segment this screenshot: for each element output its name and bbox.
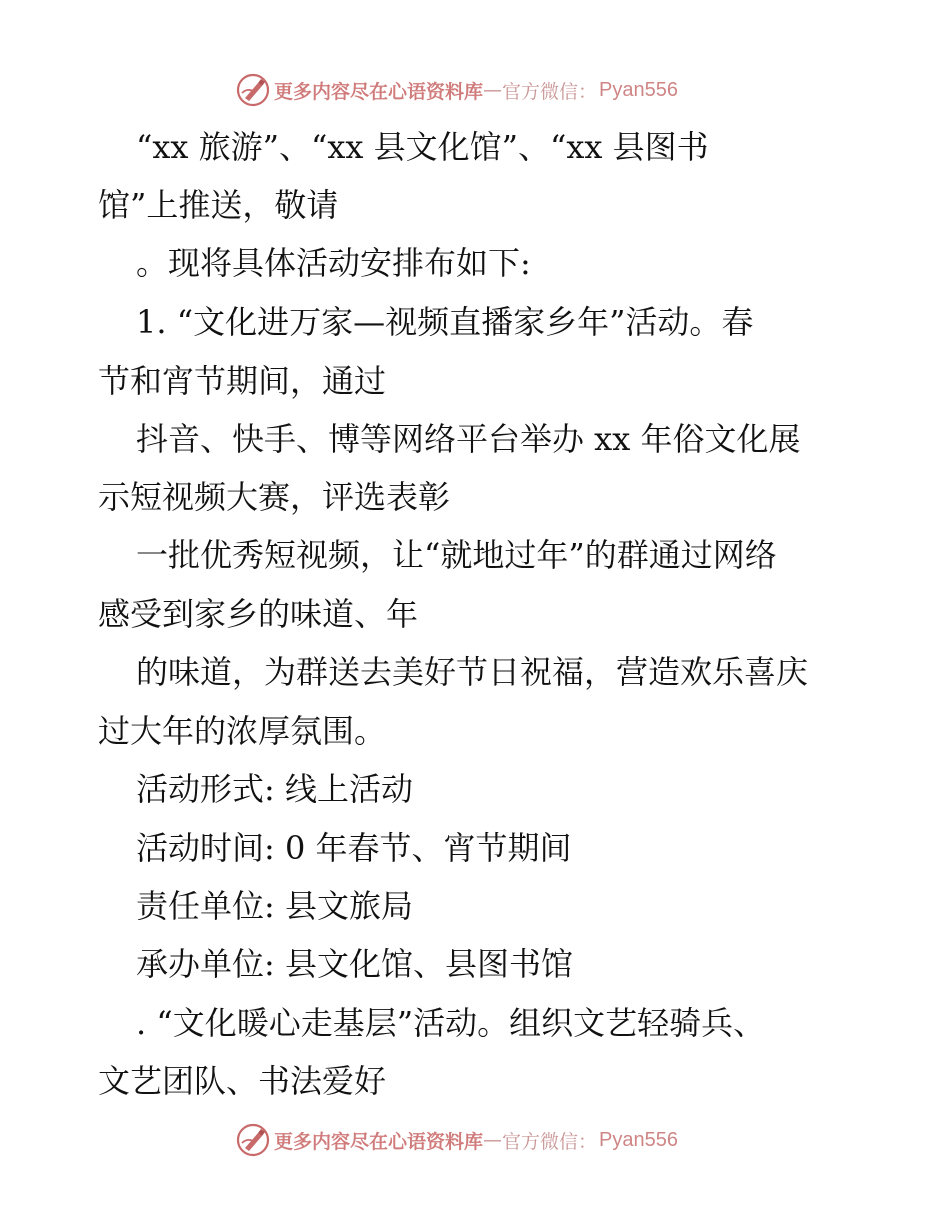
watermark-id: Pyan556 <box>599 1128 678 1151</box>
pen-seal-logo-icon <box>236 73 270 107</box>
body-line: 文艺团队、书法爱好 <box>98 1062 387 1100</box>
watermark-dash: — <box>483 79 503 101</box>
body-line: 过大年的浓厚氛围。 <box>98 712 387 750</box>
body-line: 责任单位: 县文旅局 <box>136 887 413 925</box>
body-line: . “文化暖心走基层”活动。组织文艺轻骑兵、 <box>136 1004 766 1042</box>
body-line: 承办单位: 县文化馆、县图书馆 <box>136 945 573 983</box>
watermark-id: Pyan556 <box>599 78 678 101</box>
watermark-label: 官方微信： <box>502 80 598 103</box>
watermark-text: 更多内容尽在心语资料库 <box>274 1130 484 1153</box>
body-line: 感受到家乡的味道、年 <box>98 595 419 633</box>
body-line: 节和宵节期间，通过 <box>98 362 387 400</box>
pen-seal-logo-icon <box>236 1123 270 1157</box>
body-line: “xx 旅游”、“xx 县文化馆”、“xx 县图书 <box>136 128 709 166</box>
body-line: 活动形式: 线上活动 <box>136 770 413 808</box>
body-line: 活动时间: 0 年春节、宵节期间 <box>136 829 572 867</box>
body-line: 。现将具体活动安排布如下: <box>136 244 531 282</box>
body-line: 的味道，为群送去美好节日祝福，营造欢乐喜庆 <box>136 653 809 691</box>
footer-watermark <box>236 1120 678 1160</box>
body-line: 一批优秀短视频，让“就地过年”的群通过网络 <box>136 536 777 574</box>
watermark-text: 更多内容尽在心语资料库 <box>274 80 484 103</box>
body-line: 1. “文化进万家—视频直播家乡年”活动。春 <box>136 303 754 341</box>
body-line: 示短视频大赛，评选表彰 <box>98 478 451 516</box>
body-line: 抖音、快手、博等网络平台举办 xx 年俗文化展 <box>136 420 801 458</box>
header-watermark <box>236 70 678 110</box>
watermark-label: 官方微信： <box>502 1130 598 1153</box>
body-line: 馆”上推送，敬请 <box>98 186 339 224</box>
watermark-dash: — <box>483 1129 503 1151</box>
